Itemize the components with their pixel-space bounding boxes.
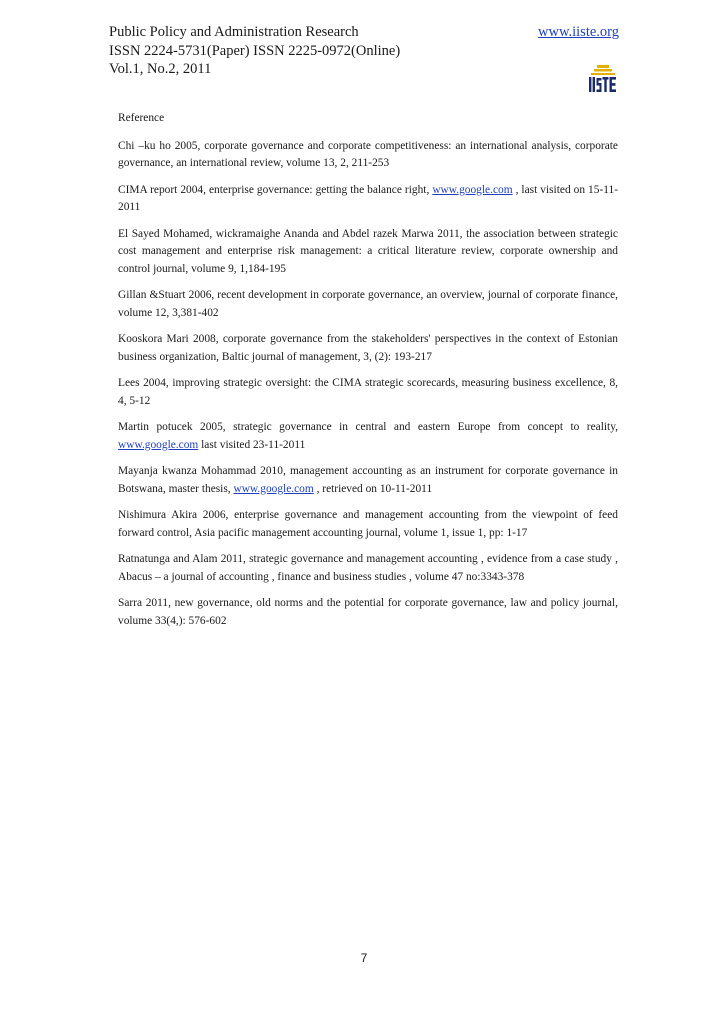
references-section [118, 110, 618, 639]
reference-text: Lees 2004, improving strategic oversight: the CIMA strategic scorecards, measuring business excellence, 8, 4, 5-12 [118, 377, 618, 407]
reference-text: Gillan &Stuart 2006, recent development in corporate governance, an overview, journal of corporate finance, volume 12, 3,381-402 [118, 289, 618, 319]
reference-text: Ratnatunga and Alam 2011, strategic governance and management accounting , evidence from a case study , Abacus – a journal of accounting , finance and business studies , volume 47 no:3343-378 [118, 553, 618, 583]
reference-text: Chi –ku ho 2005, corporate governance and corporate competitiveness: an international analysis, corporate governance, an international review, volume 13, 2, 211-253 [118, 139, 618, 169]
reference-item [118, 375, 618, 410]
reference-item [118, 226, 618, 279]
page-number: 7 [360, 951, 368, 965]
reference-item [118, 507, 618, 542]
iiste-logo-icon [588, 64, 618, 94]
reference-link[interactable]: www.google.com [118, 438, 199, 451]
reference-text: Nishimura Akira 2006, enterprise governance and management accounting from the viewpoint of feed forward control, Asia pacific management accounting journal, volume 1, issue 1, pp: 1-17 [118, 509, 618, 539]
reference-text: Mayanja kwanza Mohammad 2010, management accounting as an instrument for corporate governance in Botswana, master thesis, [118, 465, 618, 495]
references-heading: Reference [118, 112, 165, 124]
reference-link[interactable]: www.google.com [233, 482, 314, 495]
reference-item [118, 182, 618, 217]
reference-item [118, 551, 618, 586]
journal-title: Public Policy and Administration Research [109, 24, 359, 40]
reference-text-after: last visited 23-11-2011 [198, 438, 306, 451]
iiste-logo [588, 64, 618, 94]
reference-item [118, 138, 618, 173]
reference-item [118, 419, 618, 454]
reference-text: Sarra 2011, new governance, old norms and the potential for corporate governance, law and policy journal, volume 33(4,): 576-602 [118, 597, 618, 627]
reference-item [118, 463, 618, 498]
issn-line: ISSN 2224-5731(Paper) ISSN 2225-0972(Online) [109, 42, 401, 59]
reference-item [118, 595, 618, 630]
reference-text-after: , last visited on 15-11-2011 [118, 183, 618, 213]
reference-item [118, 331, 618, 366]
reference-text-after: , retrieved on 10-11-2011 [313, 482, 433, 495]
reference-text: Martin potucek 2005, strategic governance in central and eastern Europe from concept to reality, [118, 421, 618, 433]
reference-text: CIMA report 2004, enterprise governance: getting the balance right, [118, 183, 433, 196]
reference-link[interactable]: www.google.com [432, 183, 513, 196]
reference-item [118, 287, 618, 322]
volume-line: Vol.1, No.2, 2011 [109, 61, 212, 77]
reference-text: El Sayed Mohamed, wickramaighe Ananda and Abdel razek Marwa 2011, the association between strategic cost management and enterprise risk management: a critical literature review, corporate ownership and control journal, volume 9, 1,184-195 [118, 227, 618, 275]
website-link[interactable]: www.iiste.org [538, 24, 619, 40]
reference-text: Kooskora Mari 2008, corporate governance from the stakeholders' perspectives in the context of Estonian business organization, Baltic journal of management, 3, (2): 193-217 [118, 333, 618, 363]
